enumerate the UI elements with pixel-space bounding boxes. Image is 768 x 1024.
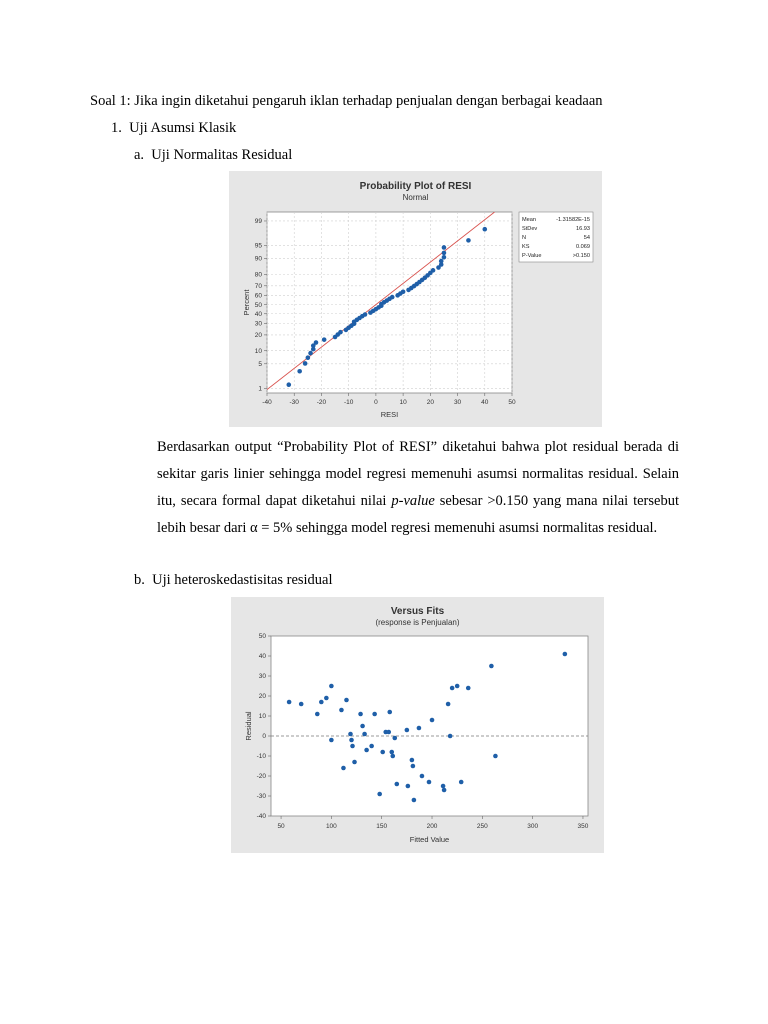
data-point <box>315 712 320 717</box>
y-tick-label: 10 <box>258 713 266 721</box>
data-point <box>442 245 447 250</box>
data-point <box>308 351 313 356</box>
list-item-b: b. Uji heteroskedastisitas residual <box>134 572 333 588</box>
y-tick-label: 40 <box>258 653 266 661</box>
data-point <box>431 268 436 273</box>
data-point <box>387 710 392 715</box>
data-point <box>362 732 367 737</box>
data-point <box>466 238 471 243</box>
data-point <box>380 750 385 755</box>
data-point <box>489 664 494 669</box>
data-point <box>430 718 435 723</box>
probability-plot-figure <box>229 171 602 427</box>
data-point <box>297 369 302 374</box>
data-point <box>442 255 447 260</box>
data-point <box>390 295 395 300</box>
y-tick-label: -20 <box>256 773 266 781</box>
chart-title: Versus Fits <box>390 606 445 617</box>
data-point <box>339 708 344 713</box>
x-tick-label: 10 <box>399 399 407 406</box>
data-point <box>369 744 374 749</box>
data-point <box>401 289 406 294</box>
x-axis-label: Fitted Value <box>409 835 450 844</box>
y-tick-label: 60 <box>254 292 262 300</box>
chart-subtitle: (response is Penjualan) <box>375 618 460 627</box>
y-tick-label: 40 <box>254 310 262 318</box>
data-point <box>358 712 363 717</box>
data-point <box>363 312 368 317</box>
data-point <box>412 798 417 803</box>
data-point <box>442 788 447 793</box>
data-point <box>420 774 425 779</box>
plot-area <box>267 212 512 393</box>
versus-fits-figure <box>231 597 604 853</box>
x-tick-label: -10 <box>343 399 354 406</box>
y-tick-label: 0 <box>262 733 266 741</box>
stat-value: 16.93 <box>576 226 590 232</box>
stat-label: KS <box>522 244 530 250</box>
data-point <box>322 337 327 342</box>
x-tick-label: 150 <box>376 823 388 830</box>
data-point <box>563 652 568 657</box>
data-point <box>417 726 422 731</box>
data-point <box>459 780 464 785</box>
data-point <box>439 259 444 264</box>
data-point <box>427 780 432 785</box>
y-tick-label: -30 <box>256 793 266 801</box>
y-tick-label: 10 <box>254 347 262 355</box>
y-tick-label: 30 <box>258 673 266 681</box>
y-tick-label: 99 <box>254 218 262 226</box>
y-tick-label: 80 <box>254 271 262 279</box>
data-point <box>389 750 394 755</box>
y-tick-label: 20 <box>254 332 262 340</box>
data-point <box>306 355 311 360</box>
data-point <box>329 738 334 743</box>
y-tick-label: 1 <box>258 385 262 393</box>
data-point <box>442 251 447 256</box>
data-point <box>482 227 487 232</box>
x-tick-label: 40 <box>481 399 489 406</box>
x-tick-label: 250 <box>476 823 488 830</box>
y-tick-label: -40 <box>256 813 266 821</box>
data-point <box>360 724 365 729</box>
y-axis-label: Percent <box>242 289 251 316</box>
x-tick-label: 30 <box>453 399 462 406</box>
plot-area <box>271 636 588 816</box>
x-tick-label: 100 <box>325 823 337 830</box>
y-tick-label: 50 <box>254 301 262 309</box>
data-point <box>341 766 346 771</box>
versus-fits-chart <box>231 597 604 853</box>
y-tick-label: 20 <box>258 693 266 701</box>
data-point <box>446 702 451 707</box>
data-point <box>386 730 391 735</box>
question-heading: Soal 1: Jika ingin diketahui pengaruh iklan terhadap penjualan dengan berbagai keadaan <box>90 93 603 109</box>
data-point <box>299 702 304 707</box>
data-point <box>410 758 415 763</box>
data-point <box>493 754 498 759</box>
stat-label: Mean <box>522 217 536 223</box>
chart-title: Probability Plot of RESI <box>359 181 472 192</box>
data-point <box>392 736 397 741</box>
data-point <box>303 361 308 366</box>
data-point <box>394 782 399 787</box>
data-point <box>352 760 357 765</box>
list-item-a: a. Uji Normalitas Residual <box>134 147 293 163</box>
y-tick-label: 50 <box>258 633 266 641</box>
x-tick-label: 0 <box>374 399 378 406</box>
stat-label: P-Value <box>522 253 542 259</box>
data-point <box>350 744 355 749</box>
analysis-paragraph <box>157 434 679 542</box>
x-tick-label: -30 <box>289 399 299 406</box>
data-point <box>349 738 354 743</box>
y-tick-label: 70 <box>254 282 262 290</box>
x-tick-label: 300 <box>527 823 539 830</box>
x-axis-label: RESI <box>380 410 399 419</box>
y-tick-label: 90 <box>254 255 262 263</box>
data-point <box>377 792 382 797</box>
data-point <box>338 330 343 335</box>
data-point <box>348 732 353 737</box>
data-point <box>466 686 471 691</box>
data-point <box>450 686 455 691</box>
data-point <box>405 728 410 733</box>
y-tick-label: -10 <box>256 753 266 761</box>
data-point <box>344 698 349 703</box>
x-tick-label: -40 <box>262 399 272 406</box>
paragraph-text-1: Berdasarkan output “Probability Plot of RESI” diketahui bahwa plot residual berada di sekitar garis linier sehingga model regresi memenuhi asumsi normalitas residual. Selain itu, secara formal dapat diketahui nilai <box>157 439 679 509</box>
y-tick-label: 30 <box>254 320 262 328</box>
list-item-1: 1. Uji Asumsi Klasik <box>111 120 237 136</box>
data-point <box>411 764 416 769</box>
x-tick-label: 50 <box>277 823 285 830</box>
data-point <box>314 340 319 345</box>
stat-value: -1.31582E-15 <box>556 217 590 223</box>
data-point <box>286 382 291 387</box>
data-point <box>324 696 329 701</box>
y-tick-label: 95 <box>254 242 262 250</box>
x-tick-label: -20 <box>316 399 327 406</box>
data-point <box>372 712 377 717</box>
y-tick-label: 5 <box>258 360 262 368</box>
data-point <box>406 784 411 789</box>
paragraph-text-2: sebesar >0.150 yang mana nilai tersebut lebih besar dari α = 5% sehingga model regresi memenuhi asumsi normalitas residual. <box>157 493 679 536</box>
y-axis-label: Residual <box>244 711 253 741</box>
stat-value: 54 <box>583 235 590 241</box>
p-value-term: p-value <box>391 493 435 509</box>
chart-subtitle: Normal <box>402 193 429 202</box>
data-point <box>319 700 324 705</box>
probability-plot-chart <box>229 171 602 427</box>
data-point <box>390 754 395 759</box>
x-tick-label: 50 <box>508 399 516 406</box>
data-point <box>448 734 453 739</box>
data-point <box>329 684 334 689</box>
data-point <box>441 784 446 789</box>
stat-label: StDev <box>522 226 538 232</box>
stat-label: N <box>522 235 527 241</box>
stat-value: >0.150 <box>572 253 590 259</box>
data-point <box>364 748 369 753</box>
x-tick-label: 20 <box>426 399 434 406</box>
x-tick-label: 350 <box>577 823 589 830</box>
stat-value: 0.069 <box>576 244 590 250</box>
data-point <box>455 684 460 689</box>
x-tick-label: 200 <box>426 823 438 830</box>
data-point <box>287 700 292 705</box>
